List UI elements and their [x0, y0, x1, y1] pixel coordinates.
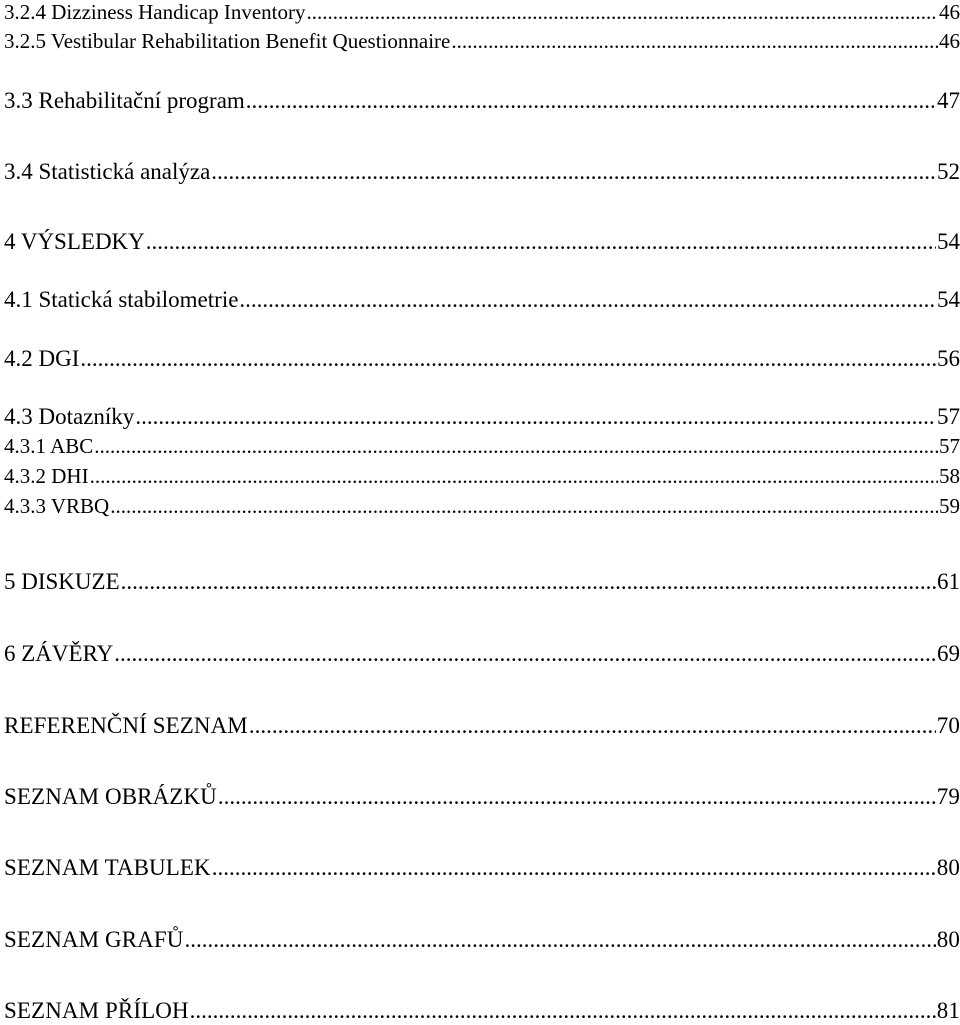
toc-entry-page: 57: [937, 404, 960, 429]
toc-entry[interactable]: [4, 2, 960, 23]
toc-entry-title: 3.4 Statistická analýza: [4, 159, 211, 184]
toc-entry-page: 81: [936, 998, 960, 1023]
toc-entry-page: 56: [937, 346, 960, 371]
toc-entry-page: 61: [937, 569, 960, 594]
toc-entry[interactable]: [4, 714, 960, 737]
toc-entry[interactable]: [4, 466, 960, 487]
toc-entry-page: 79: [936, 784, 960, 809]
toc-entry-page: 46: [939, 29, 960, 53]
toc-entry[interactable]: [4, 89, 960, 112]
toc-entry-title: 3.3 Rehabilitační program: [4, 88, 245, 113]
toc-entry-page: 80: [936, 855, 960, 880]
toc-dot-leader: [218, 785, 936, 808]
toc-entry-title: 4.3.2 DHI: [4, 464, 89, 488]
toc-entry-page: 80: [936, 927, 960, 952]
toc-entry[interactable]: [4, 230, 960, 253]
toc-entry-title: 5 DISKUZE: [4, 569, 120, 594]
toc-entry-page: 58: [939, 464, 960, 488]
toc-entry-page: 70: [936, 713, 960, 738]
toc-entry-page: 46: [939, 0, 960, 24]
toc-entry-page: 59: [939, 494, 960, 518]
toc-entry-title: SEZNAM GRAFŮ: [4, 927, 184, 952]
toc-entry[interactable]: [4, 405, 960, 428]
toc-entry-title: 6 ZÁVĚRY: [4, 641, 114, 666]
toc-entry[interactable]: [4, 160, 960, 183]
toc-dot-leader: [94, 436, 938, 457]
toc-entry-title: 4.3.1 ABC: [4, 434, 94, 458]
toc-entry-page: 69: [937, 641, 960, 666]
toc-dot-leader: [451, 31, 938, 52]
toc-entry-page: 54: [937, 287, 960, 312]
toc-dot-leader: [110, 496, 938, 517]
toc-entry[interactable]: [4, 642, 960, 665]
toc-dot-leader: [212, 856, 936, 879]
toc-dot-leader: [114, 642, 936, 665]
toc-dot-leader: [146, 230, 936, 253]
toc-entry-page: 57: [939, 434, 960, 458]
toc-dot-leader: [135, 405, 936, 428]
toc-dot-leader: [211, 160, 936, 183]
toc-entry[interactable]: [4, 999, 960, 1022]
toc-entry-title: 4.3.3 VRBQ: [4, 494, 110, 518]
toc-dot-leader: [80, 347, 936, 370]
toc-entry[interactable]: [4, 785, 960, 808]
toc-dot-leader: [190, 999, 936, 1022]
toc-entry-title: REFERENČNÍ SEZNAM: [4, 713, 248, 738]
toc-entry-title: 4.3 Dotazníky: [4, 404, 135, 429]
toc-entry-title: 4.1 Statická stabilometrie: [4, 287, 239, 312]
toc-dot-leader: [90, 466, 938, 487]
toc-entry-page: 54: [937, 229, 960, 254]
toc-entry-page: 47: [937, 88, 960, 113]
toc-entry[interactable]: [4, 570, 960, 593]
toc-entry-page: 52: [937, 159, 960, 184]
toc-entry[interactable]: [4, 31, 960, 52]
toc-entry-title: 3.2.4 Dizziness Handicap Inventory: [4, 0, 306, 24]
toc-entry[interactable]: [4, 288, 960, 311]
toc-entry[interactable]: [4, 347, 960, 370]
toc-entry-title: SEZNAM PŘÍLOH: [4, 998, 189, 1023]
toc-entry-title: 4 VÝSLEDKY: [4, 229, 145, 254]
toc-dot-leader: [121, 570, 936, 593]
toc-dot-leader: [184, 928, 935, 951]
toc-dot-leader: [239, 288, 936, 311]
toc-dot-leader: [246, 89, 936, 112]
toc-entry-title: 3.2.5 Vestibular Rehabilitation Benefit Questionnaire: [4, 29, 451, 53]
toc-entry-title: SEZNAM OBRÁZKŮ: [4, 784, 217, 809]
toc-entry[interactable]: [4, 856, 960, 879]
toc-entry[interactable]: [4, 436, 960, 457]
toc-dot-leader: [249, 714, 936, 737]
toc-entry[interactable]: [4, 496, 960, 517]
toc-dot-leader: [307, 2, 939, 23]
toc-entry[interactable]: [4, 928, 960, 951]
toc-entry-title: 4.2 DGI: [4, 346, 80, 371]
toc-entry-title: SEZNAM TABULEK: [4, 855, 211, 880]
